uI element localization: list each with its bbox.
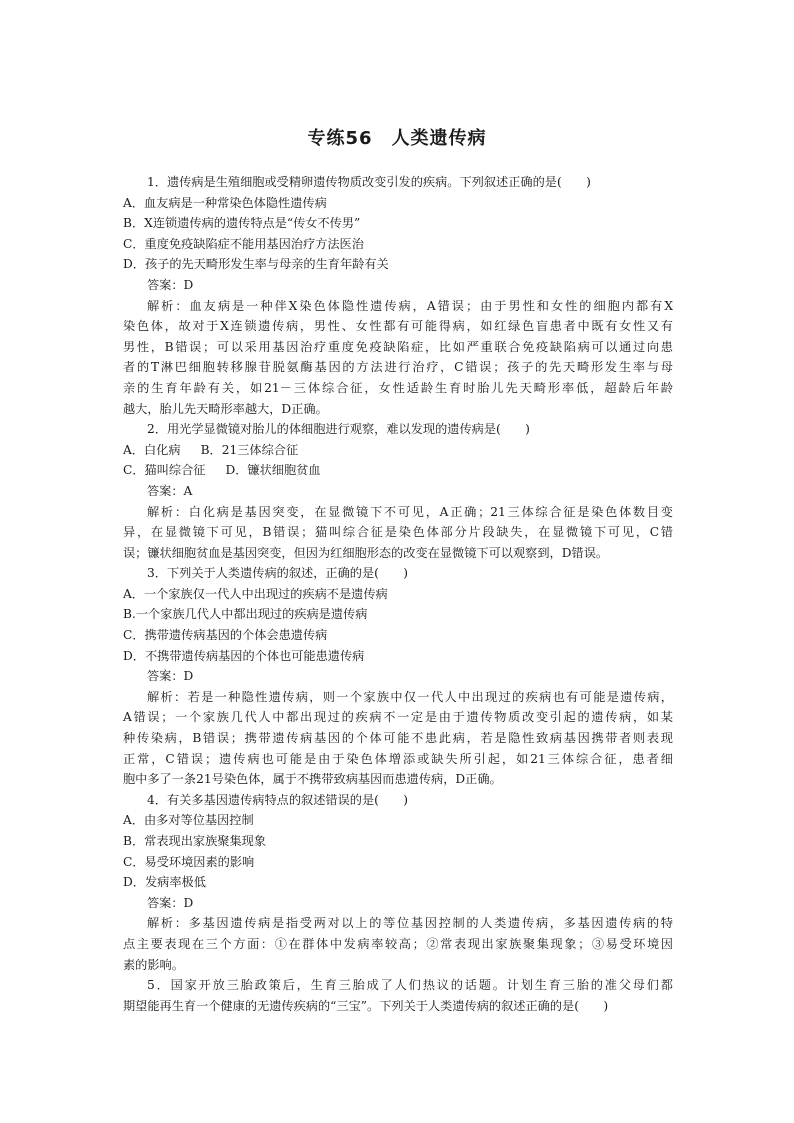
analysis-line: 胞中多了一条21号染色体，属于不携带致病基因而患遗传病，D正确。 xyxy=(123,772,502,787)
question-stem: 4．有关多基因遗传病特点的叙述错误的是( ) xyxy=(147,792,409,807)
analysis-line: 者的T淋巴细胞转移腺苷脱氨酶基因的方法进行治疗，C错误；孩子的先天畸形发生率与母 xyxy=(123,360,673,375)
answer: 答案：D xyxy=(147,669,194,684)
question-stem: 期望能再生育一个健康的无遗传疾病的“三宝”。下列关于人类遗传病的叙述正确的是( ) xyxy=(123,998,609,1013)
option-a: A．一个家族仅一代人中出现过的疾病不是遗传病 xyxy=(123,586,388,601)
analysis-line: 正常，C错误；遗传病也可能是由于染色体增添或缺失所引起，如21三体综合征，患者细 xyxy=(123,751,673,766)
question-4 xyxy=(123,790,673,975)
analysis-line: 误；镰状细胞贫血是基因突变，但因为红细胞形态的改变在显微镜下可以观察到，D错误。 xyxy=(123,545,609,560)
analysis-line: 素的影响。 xyxy=(123,957,184,972)
analysis-line: 解析：白化病是基因突变，在显微镜下不可见，A正确；21三体综合征是染色体数目变 xyxy=(147,504,673,519)
question-stem: 2．用光学显微镜对胎儿的体细胞进行观察，难以发现的遗传病是( ) xyxy=(147,422,530,437)
option-a: A．白化病 xyxy=(123,442,181,457)
question-stem: 5．国家开放三胎政策后，生育三胎成了人们热议的话题。计划生育三胎的准父母们都 xyxy=(147,978,673,993)
analysis-line: 染色体，故对于X连锁遗传病，男性、女性都有可能得病，如红绿色盲患者中既有女性又有 xyxy=(123,319,673,334)
document-body xyxy=(123,172,673,1016)
option-d: D．镰状细胞贫血 xyxy=(225,463,321,478)
option-d: D．孩子的先天畸形发生率与母亲的生育年龄有关 xyxy=(123,257,389,272)
option-b: B．X连锁遗传病的遗传特点是“传女不传男” xyxy=(123,216,361,231)
option-b: B．常表现出家族聚集现象 xyxy=(123,834,267,848)
question-stem: 3．下列关于人类遗传病的叙述，正确的是( ) xyxy=(147,566,409,581)
analysis-line: 亲的生育年龄有关，如21－三体综合征，女性适龄生育时胎儿先天畸形率低，超龄后年龄 xyxy=(123,380,673,395)
option-c: C．易受环境因素的影响 xyxy=(123,854,255,869)
analysis-line: 男性，B错误；可以采用基因治疗重度免疫缺陷症，比如严重联合免疫缺陷病可以通过向患 xyxy=(123,339,673,354)
question-5 xyxy=(123,975,673,1016)
option-c: C．携带遗传病基因的个体会患遗传病 xyxy=(123,628,328,643)
option-row xyxy=(123,440,673,461)
option-c: C．猫叫综合征 xyxy=(123,463,206,478)
question-3 xyxy=(123,563,673,790)
option-b: B．21三体综合征 xyxy=(200,442,299,457)
question-2 xyxy=(123,419,673,563)
option-b: B.一个家族几代人中都出现过的疾病是遗传病 xyxy=(123,607,368,622)
option-c: C．重度免疫缺陷症不能用基因治疗方法医治 xyxy=(123,236,364,251)
option-d: D．不携带遗传病基因的个体也可能患遗传病 xyxy=(123,648,365,663)
analysis-line: 解析：若是一种隐性遗传病，则一个家族中仅一代人中出现过的疾病也有可能是遗传病， xyxy=(147,689,673,704)
answer: 答案：D xyxy=(147,277,194,292)
option-a: A．由多对等位基因控制 xyxy=(123,813,254,828)
analysis-line: 点主要表现在三个方面：①在群体中发病率较高；②常表现出家族聚集现象；③易受环境因 xyxy=(123,936,673,951)
question-stem: 1．遗传病是生殖细胞或受精卵遗传物质改变引发的疾病。下列叙述正确的是( ) xyxy=(147,175,591,189)
option-row xyxy=(123,460,673,481)
analysis-line: 越大，胎儿先天畸形率越大，D正确。 xyxy=(123,401,328,416)
answer: 答案：A xyxy=(147,483,193,498)
analysis-line: 种传染病，B错误；携带遗传病基因的个体可能不患此病，若是隐性致病基因携带者则表现 xyxy=(123,731,673,746)
answer: 答案：D xyxy=(147,895,194,910)
analysis-line: 解析：血友病是一种伴X染色体隐性遗传病，A错误；由于男性和女性的细胞内都有X xyxy=(147,298,673,313)
page-title: 专练56 人类遗传病 xyxy=(307,128,487,149)
analysis-line: A错误；一个家族几代人中都出现过的疾病不一定是由于遗传物质改变引起的遗传病，如某 xyxy=(123,710,673,725)
option-d: D．发病率极低 xyxy=(123,875,206,890)
analysis-line: 解析：多基因遗传病是指受两对以上的等位基因控制的人类遗传病，多基因遗传病的特 xyxy=(147,916,673,931)
question-1 xyxy=(123,172,673,419)
analysis-line: 异，在显微镜下可见，B错误；猫叫综合征是染色体部分片段缺失，在显微镜下可见，C错 xyxy=(123,525,673,540)
option-a: A．血友病是一种常染色体隐性遗传病 xyxy=(123,195,327,210)
